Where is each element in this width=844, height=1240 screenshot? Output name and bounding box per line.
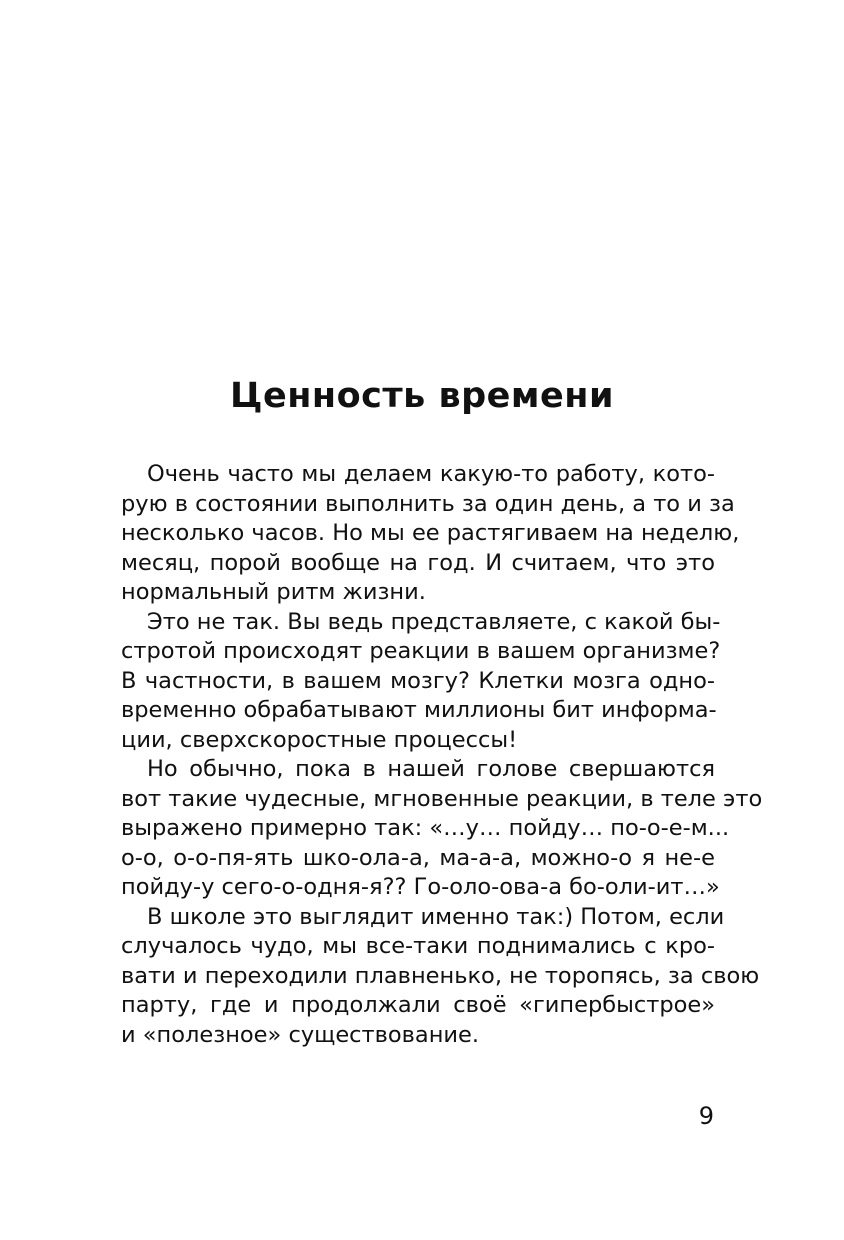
text-line: и «полезное» существование. [121,1021,480,1048]
text-line: парту, где и продолжали своё «гипербыстрое» [121,992,715,1018]
body-text [121,460,763,1050]
text-line: стротой происходят реакции в вашем организме? [121,638,721,664]
page-number: 9 [698,1102,714,1130]
text-line: рую в состоянии выполнить за один день, а то и за [121,490,735,517]
chapter-title: Ценность времени [230,376,614,416]
text-line: ции, сверхскоростные процессы! [121,726,518,753]
text-line: вот такие чудесные, мгновенные реакции, в теле это [121,785,763,812]
text-line: временно обрабатывают миллионы бит информа- [121,697,717,723]
text-line: В школе это выглядит именно так:) Потом, если [147,903,725,930]
paragraph-2 [121,608,721,756]
text-line: несколько часов. Но мы ее растягиваем на неделю, [121,520,740,546]
text-line: Но обычно, пока в нашей голове свершаются [147,756,715,782]
text-line: В частности, в вашем мозгу? Клетки мозга одно- [121,667,715,694]
text-line: о-о, о-о-пя-ять шко-ола-а, ма-а-а, можно-о я не-е [121,844,715,871]
text-line: случалось чудо, мы все-таки поднимались с кро- [121,933,715,959]
text-line: Очень часто мы делаем какую-то работу, кото- [147,461,715,487]
paragraph-1 [121,460,740,608]
text-line: Это не так. Вы ведь представляете, с какой бы- [147,608,721,635]
text-line: выражено примерно так: «…у… пойду… по-о-е-м... [121,815,730,841]
text-line: месяц, порой вообще на год. И считаем, что это [121,549,715,576]
text-line: вати и переходили плавненько, не торопясь, за свою [121,962,760,989]
paragraph-3 [121,755,763,903]
paragraph-4 [121,903,760,1051]
text-line: нормальный ритм жизни. [121,579,426,605]
text-line: пойду-у сего-о-одня-я?? Го-оло-ова-а бо-оли-ит…» [121,874,720,900]
